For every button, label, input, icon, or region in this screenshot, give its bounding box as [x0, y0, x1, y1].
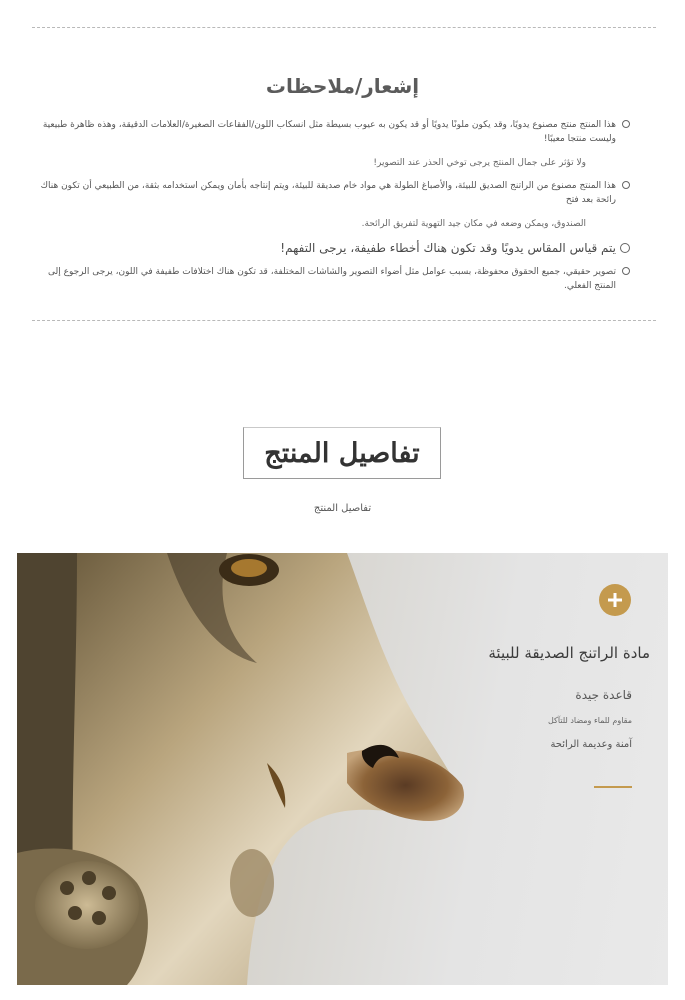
feature-line: مقاوم للماء ومضاد للتآكل: [547, 716, 632, 725]
notice-item-text: تصوير حقيقي، جميع الحقوق محفوظة، بسبب عوامل مثل أضواء التصوير والشاشات المختلفة، قد تكون هناك اختلافات طفيفة في اللون، يرجى الرجوع إلى المنتج الفعلي.: [47, 267, 616, 291]
deer-sculpture-image: [17, 553, 668, 985]
notice-title: إشعار/ملاحظات: [265, 74, 420, 98]
notice-item-text: هذا المنتج منتج مصنوع يدويًا، وقد يكون ملونًا يدويًا أو قد يكون به عيوب بسيطة مثل انسكاب اللون/الفقاعات الصغيرة/العلامات الدقيقة، وهذه ظاهرة طبيعية وليست منتجا معيبًا!: [42, 120, 616, 144]
feature-line: قاعدة جيدة: [575, 688, 632, 702]
notice-item: [30, 179, 630, 231]
top-divider: [32, 27, 656, 28]
circle-bullet-icon: [622, 181, 630, 189]
product-details-title: تفاصيل المنتج: [264, 437, 420, 469]
feature-line: آمنة وعديمة الرائحة: [550, 739, 632, 750]
notice-list: [30, 118, 630, 302]
circle-bullet-icon: [620, 243, 630, 253]
product-details-subtitle: تفاصيل المنتج: [313, 503, 372, 514]
expand-details-button[interactable]: [599, 584, 631, 616]
notice-item-subtext: ولا تؤثر على جمال المنتج يرجى توخي الحذر عند التصوير!: [373, 158, 586, 168]
bottom-divider: [32, 320, 656, 321]
feature-title: مادة الراتنج الصديقة للبيئة: [488, 644, 650, 662]
circle-bullet-icon: [622, 120, 630, 128]
notice-item-text: يتم قياس المقاس يدويًا وقد تكون هناك أخطاء طفيفة، يرجى التفهم!: [280, 241, 616, 255]
plus-icon: [606, 591, 624, 609]
accent-divider: [594, 786, 632, 788]
notice-item: [30, 240, 630, 256]
notice-item: [30, 118, 630, 170]
notice-item: [30, 265, 630, 293]
product-details-heading-box: [243, 427, 441, 479]
notice-item-subtext: الصندوق، ويمكن وضعه في مكان جيد التهوية لتفريق الرائحة.: [361, 219, 586, 229]
circle-bullet-icon: [622, 267, 630, 275]
product-hero-image: [17, 553, 668, 985]
notice-item-text: هذا المنتج مصنوع من الراتنج الصديق للبيئة، والأصباغ الطولة هي مواد خام صديقة للبيئة، ويتم إنتاجه بأمان ويمكن استخدامه بثقة، من الطبيعي أن تكون هناك رائحة بعد فتح: [40, 181, 616, 205]
